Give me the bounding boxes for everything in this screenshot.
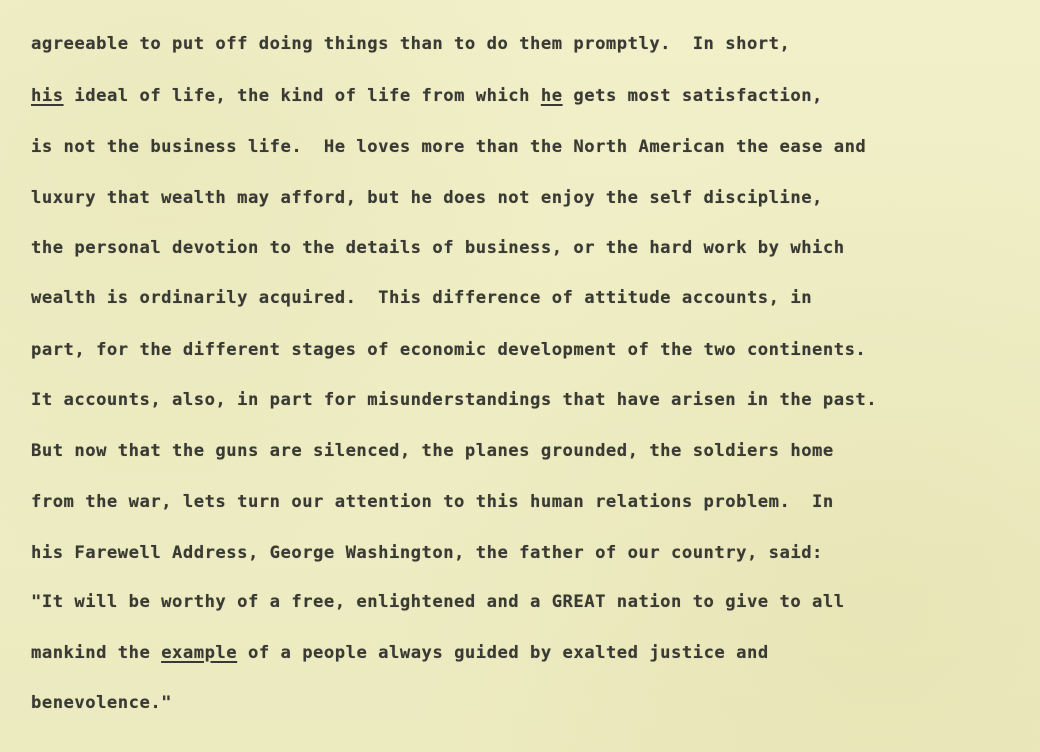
text-line-2-mid: ideal of life, the kind of life from which (63, 86, 541, 106)
text-line-11: his Farewell Address, George Washington, the father of our country, said: (31, 543, 823, 563)
text-line-6: wealth is ordinarily acquired. This difference of attitude accounts, in (31, 288, 813, 308)
text-line-10: from the war, lets turn our attention to this human relations problem. In (31, 492, 834, 512)
text-line-1: agreeable to put off doing things than to do them promptly. In short, (31, 34, 791, 54)
text-line-13-pre: mankind the (31, 643, 162, 663)
text-line-12: "It will be worthy of a free, enlightened and a GREAT nation to give to all (31, 592, 845, 612)
underlined-word-his: his (31, 86, 64, 106)
text-line-13-post: of a people always guided by exalted justice and (237, 643, 769, 663)
text-line-3: is not the business life. He loves more than the North American the ease and (31, 137, 867, 157)
text-line-13 (31, 645, 769, 662)
text-line-9: But now that the guns are silenced, the planes grounded, the soldiers home (31, 441, 834, 461)
text-line-14: benevolence." (31, 693, 173, 713)
text-line-4: luxury that wealth may afford, but he does not enjoy the self discipline, (31, 188, 823, 208)
text-line-5: the personal devotion to the details of business, or the hard work by which (31, 238, 845, 258)
underlined-word-example: example (161, 643, 238, 663)
text-line-7: part, for the different stages of economic development of the two continents. (31, 340, 867, 360)
text-line-8: It accounts, also, in part for misunderstandings that have arisen in the past. (31, 390, 878, 410)
text-line-2 (31, 88, 823, 105)
text-line-2-end: gets most satisfaction, (562, 86, 823, 106)
underlined-word-he: he (540, 86, 563, 106)
